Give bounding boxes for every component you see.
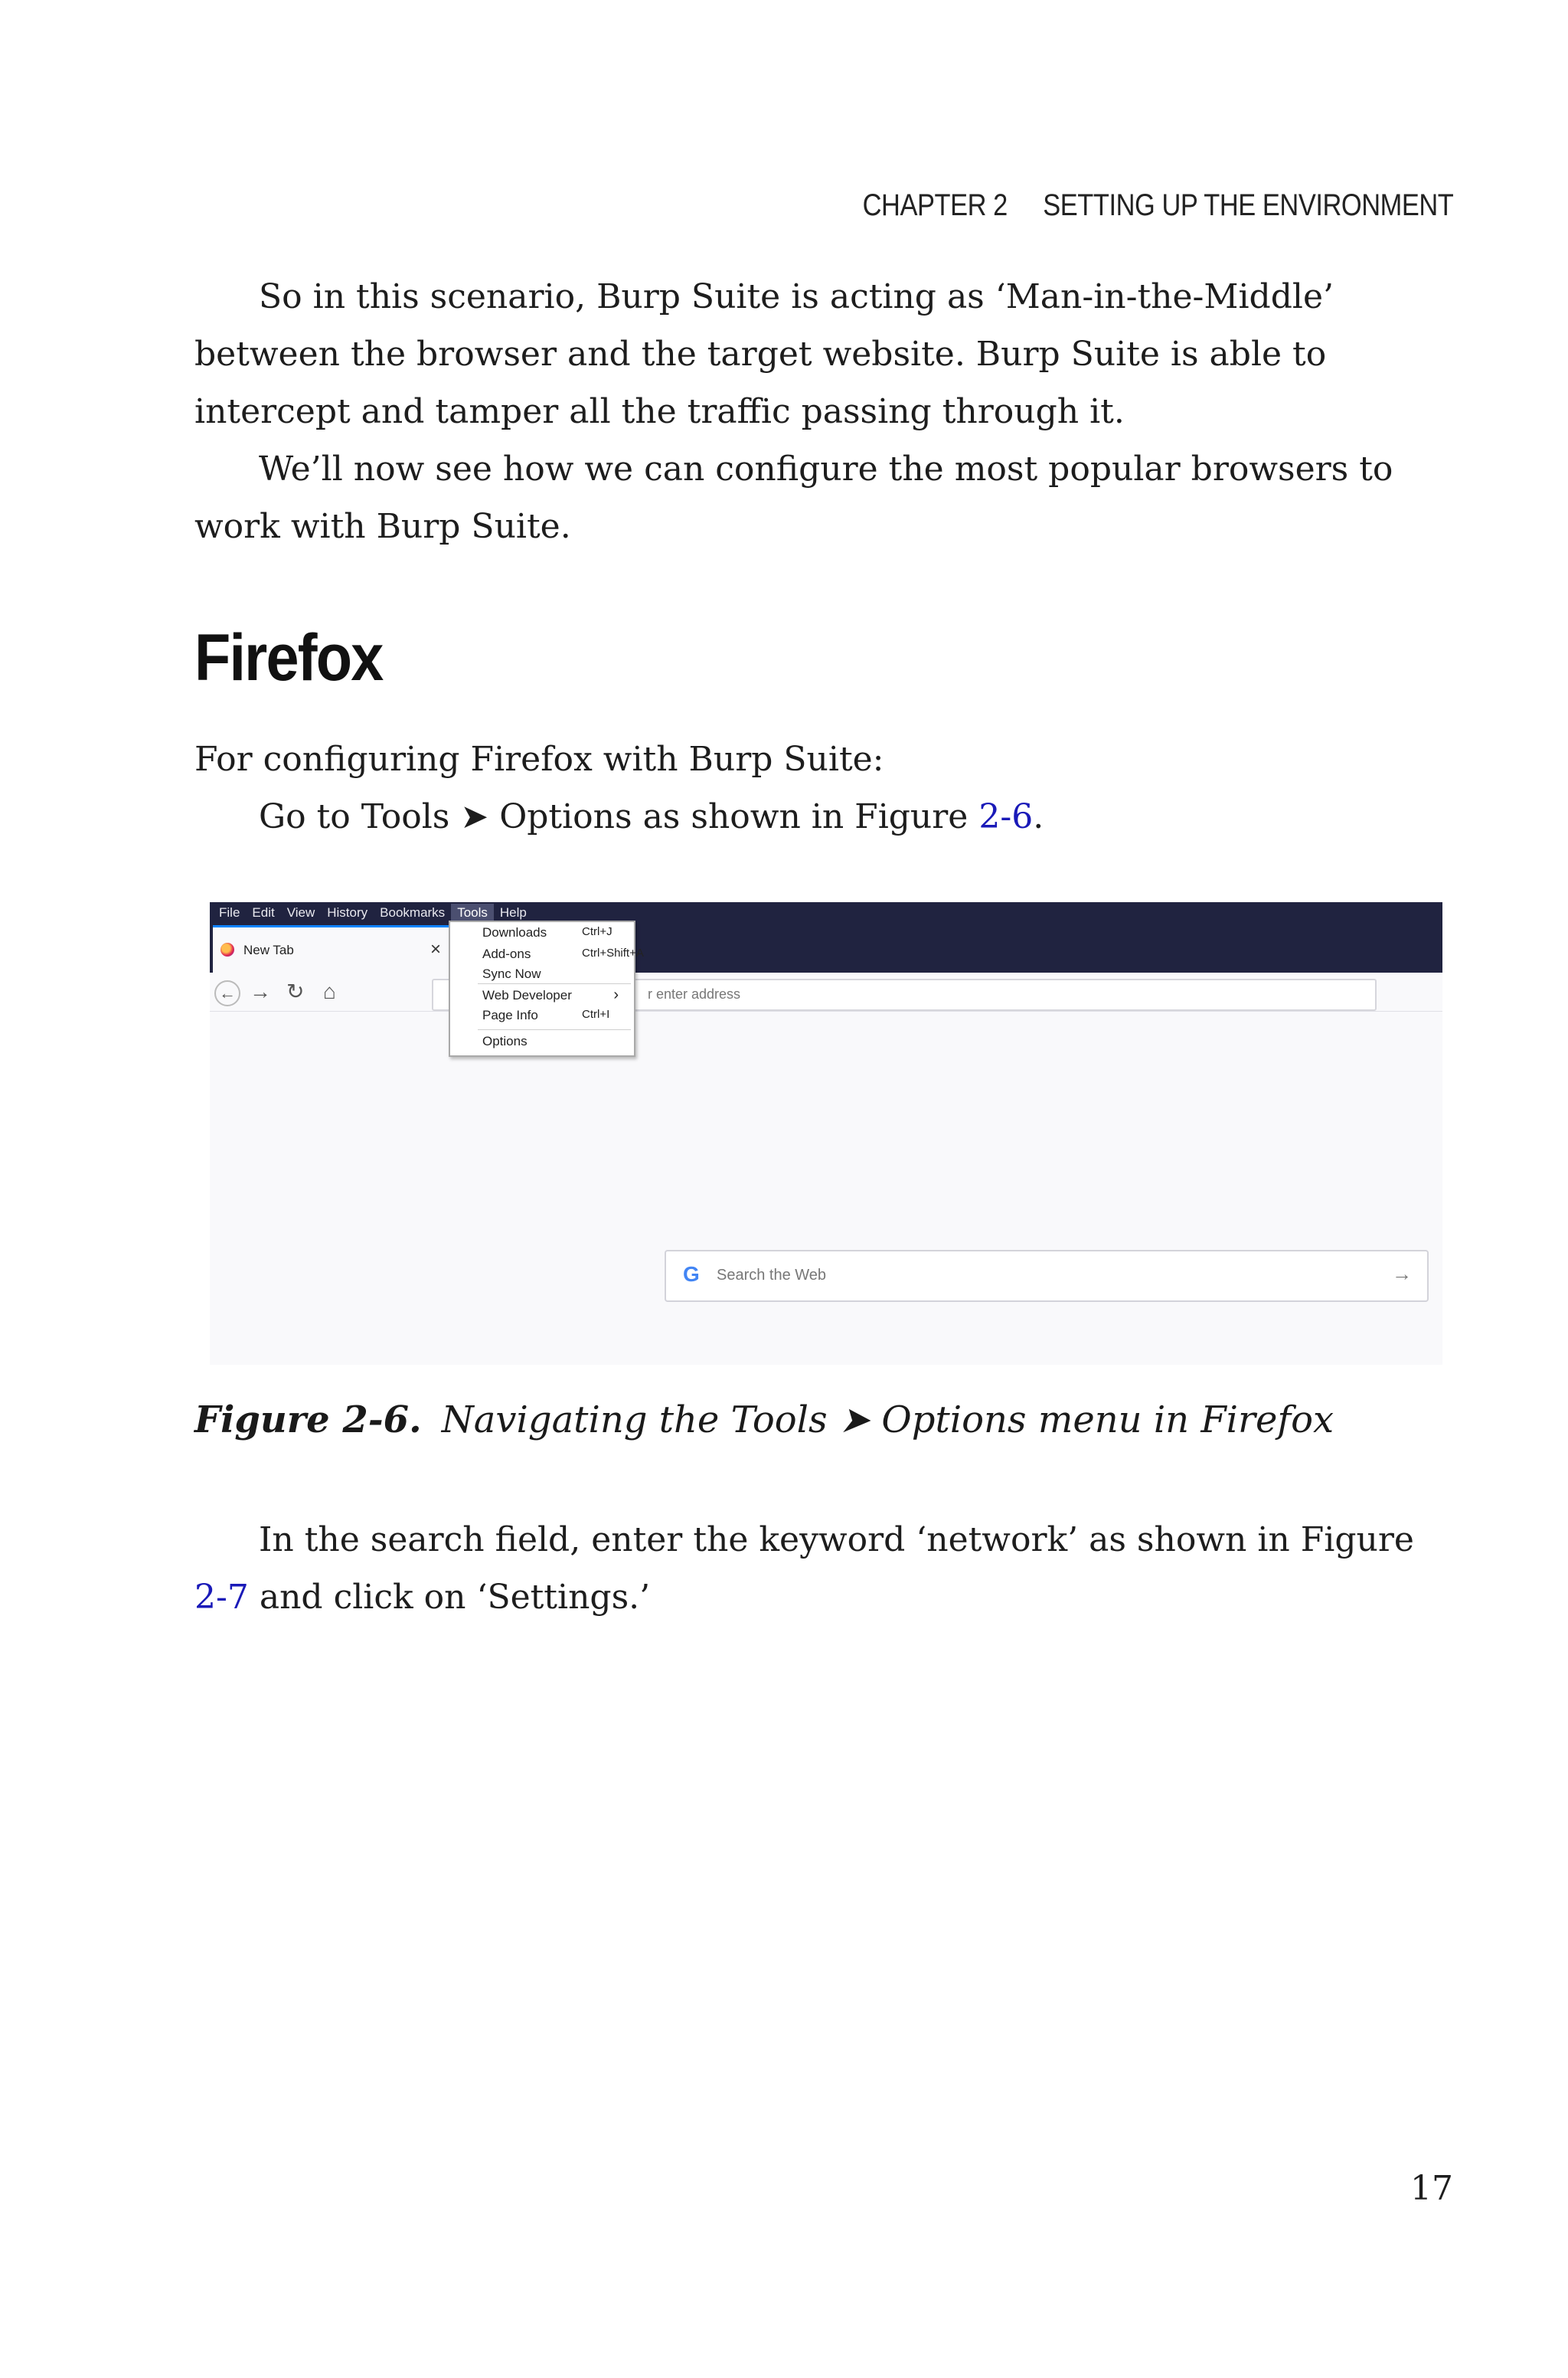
running-head — [862, 188, 1453, 223]
menu-separator — [478, 1029, 631, 1030]
menu-item-page-info[interactable] — [482, 1008, 626, 1026]
google-icon: G — [683, 1262, 700, 1286]
step-paragraph — [194, 788, 1450, 846]
menu-item-downloads[interactable] — [482, 925, 626, 944]
menu-edit[interactable]: Edit — [252, 905, 275, 920]
firefox-screenshot — [210, 902, 1442, 1365]
menu-help[interactable]: Help — [499, 905, 527, 920]
closing-text: In the search field, enter the keyword ‘network’ as shown in Figure — [259, 1520, 1414, 1559]
figure-number: Figure 2-6. — [194, 1398, 422, 1441]
step-suffix: . — [1033, 797, 1044, 836]
firefox-logo-icon — [220, 943, 234, 957]
tools-menu — [449, 921, 644, 1057]
menu-history[interactable]: History — [327, 905, 368, 920]
step-text: Go to Tools ➤ Options as shown in Figure — [259, 797, 979, 836]
menu-item-label: Options — [482, 1034, 528, 1048]
reload-icon[interactable]: ↻ — [286, 980, 305, 1003]
search-placeholder: Search the Web — [717, 1267, 827, 1284]
chapter-title: SETTING UP THE ENVIRONMENT — [1042, 188, 1453, 222]
menu-item-shortcut: Ctrl+J — [582, 925, 612, 938]
firefox-menubar — [213, 904, 533, 921]
close-icon[interactable]: × — [430, 939, 441, 960]
tab-title: New Tab — [243, 943, 294, 957]
forward-icon[interactable]: → — [250, 980, 271, 1003]
browser-tab[interactable] — [213, 925, 450, 973]
arrow-right-icon[interactable]: → — [1392, 1262, 1412, 1285]
figure-2-7-link[interactable]: 2-7 — [194, 1578, 249, 1617]
section-intro: For configuring Firefox with Burp Suite: — [194, 740, 884, 779]
menu-item-label: Page Info — [482, 1008, 538, 1022]
menu-item-add-ons[interactable] — [482, 947, 644, 965]
menu-view[interactable]: View — [286, 905, 315, 920]
menu-item-label: Web Developer — [482, 988, 572, 1003]
figure-caption — [194, 1398, 1334, 1441]
menu-item-label: Sync Now — [482, 967, 541, 981]
menu-item-shortcut: Ctrl+I — [582, 1008, 610, 1021]
menu-item-sync-now[interactable] — [482, 967, 626, 985]
back-icon[interactable]: ← — [214, 980, 240, 1006]
figure-2-6-link[interactable]: 2-6 — [978, 797, 1034, 836]
chevron-right-icon: › — [613, 986, 619, 1003]
menu-file[interactable]: File — [219, 905, 240, 920]
menu-item-web-developer[interactable] — [482, 988, 626, 1006]
menu-item-shortcut: Ctrl+Shift+A — [582, 947, 644, 960]
page-number: 17 — [1410, 2169, 1453, 2208]
paragraph-browsers: We’ll now see how we can configure the most popular browsers to work with Burp Suite. — [194, 450, 1393, 546]
web-search-box[interactable] — [665, 1250, 1429, 1302]
figure-caption-text: Navigating the Tools ➤ Options menu in Firefox — [441, 1398, 1334, 1441]
menu-item-label: Add-ons — [482, 947, 531, 961]
section-title: Firefox — [194, 621, 383, 695]
paragraph-mitm: So in this scenario, Burp Suite is acting as ‘Man-in-the-Middle’ between the browser and the target website. Burp Suite is able to intercept and tamper all the traffic passing through it. — [194, 277, 1334, 431]
menu-bookmarks[interactable]: Bookmarks — [380, 905, 446, 920]
closing-paragraph — [194, 1511, 1450, 1626]
chapter-label: CHAPTER 2 — [862, 188, 1008, 222]
menu-item-label: Downloads — [482, 925, 547, 940]
menu-tools[interactable]: Tools — [451, 904, 494, 921]
menu-item-options[interactable] — [482, 1034, 626, 1052]
menu-separator — [478, 983, 631, 984]
url-placeholder: r enter address — [648, 986, 741, 1002]
closing-suffix: and click on ‘Settings.’ — [248, 1578, 651, 1617]
home-icon[interactable]: ⌂ — [323, 980, 336, 1003]
